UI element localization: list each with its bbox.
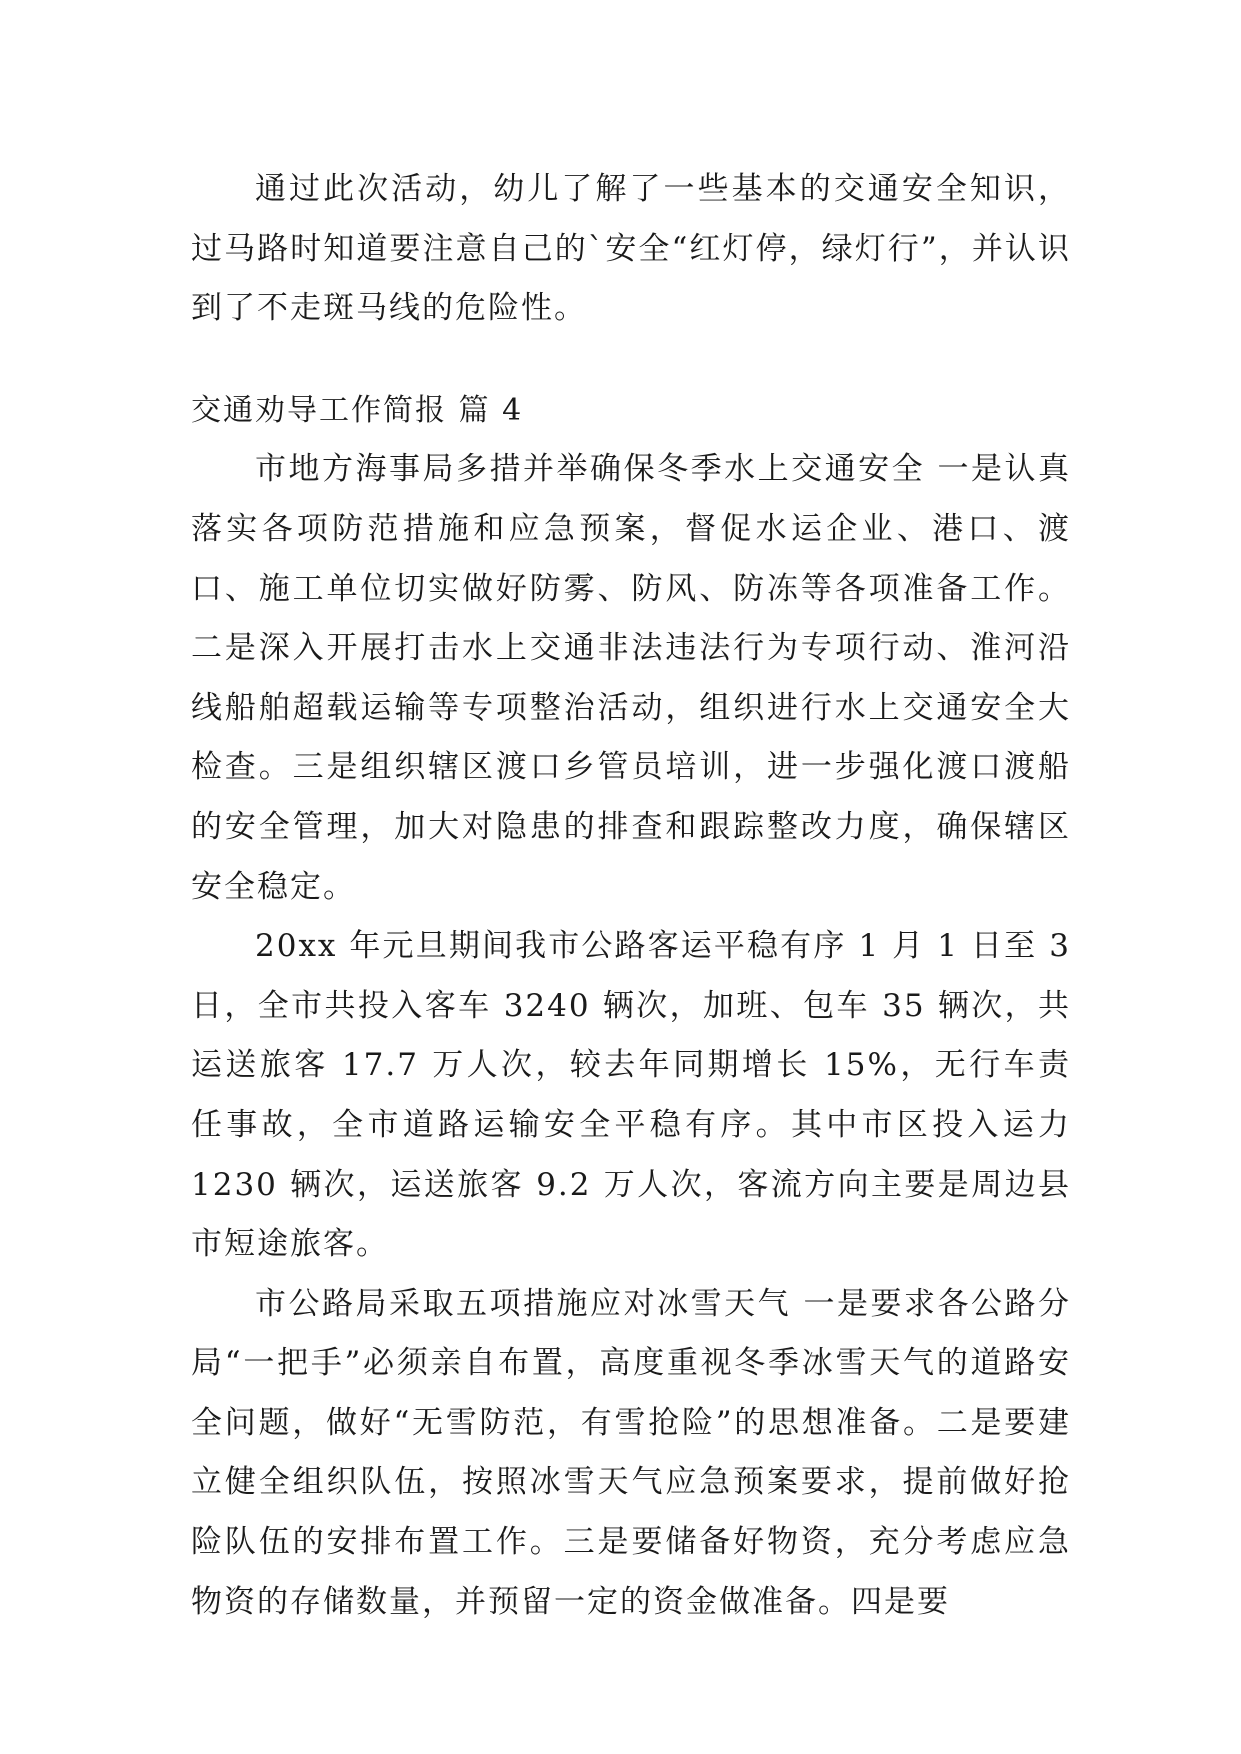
intro-paragraph: 通过此次活动，幼儿了解了一些基本的交通安全知识，过马路时知道要注意自己的`安全“红灯停，绿灯行”，并认识到了不走斑马线的危险性。 — [191, 171, 1071, 327]
section-heading: 交通劝导工作简报 篇 4 — [191, 392, 524, 428]
section-spacer — [191, 339, 1071, 381]
paragraph-snow-measures: 市公路局采取五项措施应对冰雪天气 一是要求各公路分局“一把手”必须亲自布置，高度重视冬季冰雪天气的道路安全问题，做好“无雪防范，有雪抢险”的思想准备。二是要建立健全组织队伍，按照冰雪天气应急预案要求，提前做好抢险队伍的安排布置工作。三是要储备好物资，充分考虑应急物资的存储数量，并预留一定的资金做准备。四是要 — [191, 1285, 1071, 1620]
document-body — [191, 160, 1071, 1632]
paragraph-maritime-safety: 市地方海事局多措并举确保冬季水上交通安全 一是认真落实各项防范措施和应急预案，督促水运企业、港口、渡口、施工单位切实做好防雾、防风、防冻等各项准备工作。二是深入开展打击水上交通非法违法行为专项行动、淮河沿线船舶超载运输等专项整治活动，组织进行水上交通安全大检查。三是组织辖区渡口乡管员培训，进一步强化渡口渡船的安全管理，加大对隐患的排查和跟踪整改力度，确保辖区安全稳定。 — [191, 451, 1071, 905]
paragraph-new-year-transport: 20xx 年元旦期间我市公路客运平稳有序 1 月 1 日至 3 日，全市共投入客车 3240 辆次，加班、包车 35 辆次，共运送旅客 17.7 万人次，较去年同期增长 15%，无行车责任事故，全市道路运输安全平稳有序。其中市区投入运力 1230 辆次，运送旅客 9.2 万人次，客流方向主要是周边县市短途旅客。 — [191, 928, 1071, 1263]
